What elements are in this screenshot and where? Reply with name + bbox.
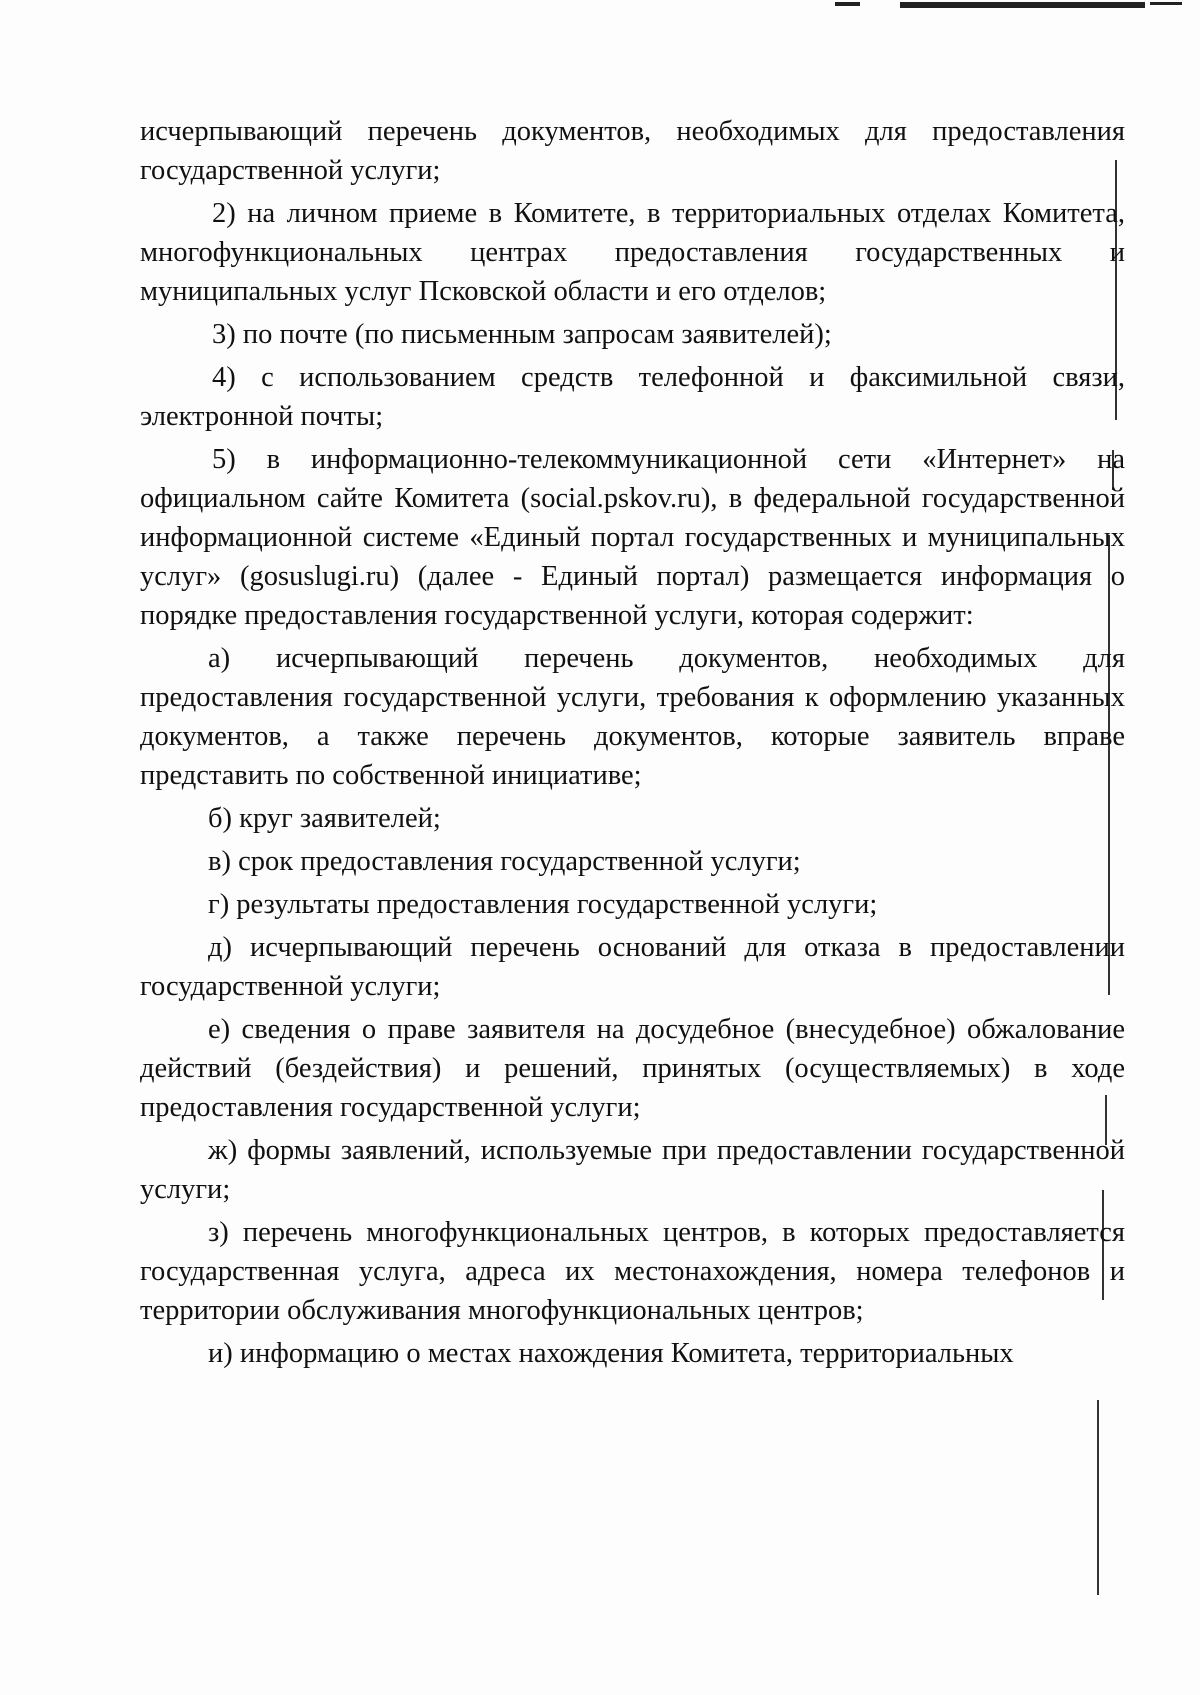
list-item: ж) формы заявлений, используемые при предоставлении государственной услуги;: [140, 1135, 1125, 1205]
paragraph: 2) на личном приеме в Комитете, в территориальных отделах Комитета, многофункциональных центрах предоставления государственных и муниципальных услуг Псковской области и его отделов;: [140, 198, 1125, 307]
paragraph: исчерпывающий перечень документов, необходимых для предоставления государственной услуги;: [140, 116, 1125, 186]
paragraph: 4) с использованием средств телефонной и факсимильной связи, электронной почты;: [140, 362, 1125, 432]
list-item: д) исчерпывающий перечень оснований для отказа в предоставлении государственной услуги;: [140, 932, 1125, 1002]
paragraph: 3) по почте (по письменным запросам заявителей);: [212, 319, 832, 350]
scan-mark: [1150, 2, 1182, 5]
paragraph: 5) в информационно-телекоммуникационной сети «Интернет» на официальном сайте Комитета (social.pskov.ru), в федеральной государственной информационной системе «Единый портал государственных и муниципальных услуг» (gosuslugi.ru) (далее - Единый портал) размещается информация о порядке предоставления государственной услуги, которая содержит:: [140, 444, 1125, 631]
document-body: [140, 112, 1125, 1377]
list-item: а) исчерпывающий перечень документов, необходимых для предоставления государственной услуги, требования к оформлению указанных документов, а также перечень документов, которые заявитель вправе представить по собственной инициативе;: [140, 643, 1125, 791]
list-item: б) круг заявителей;: [208, 803, 441, 834]
scan-mark: [835, 2, 860, 6]
list-item: з) перечень многофункциональных центров, в которых предоставляется государственная услуга, адреса их местонахождения, номера телефонов и территории обслуживания многофункциональных центров;: [140, 1217, 1125, 1326]
margin-line: [1097, 1400, 1099, 1595]
list-item: г) результаты предоставления государственной услуги;: [208, 889, 878, 920]
list-item: е) сведения о праве заявителя на досудебное (внесудебное) обжалование действий (бездействия) и решений, принятых (осуществляемых) в ходе предоставления государственной услуги;: [140, 1014, 1125, 1123]
scan-mark: [900, 2, 1145, 8]
list-item: и) информацию о местах нахождения Комитета, территориальных: [208, 1338, 1014, 1369]
list-item: в) срок предоставления государственной услуги;: [208, 846, 801, 877]
